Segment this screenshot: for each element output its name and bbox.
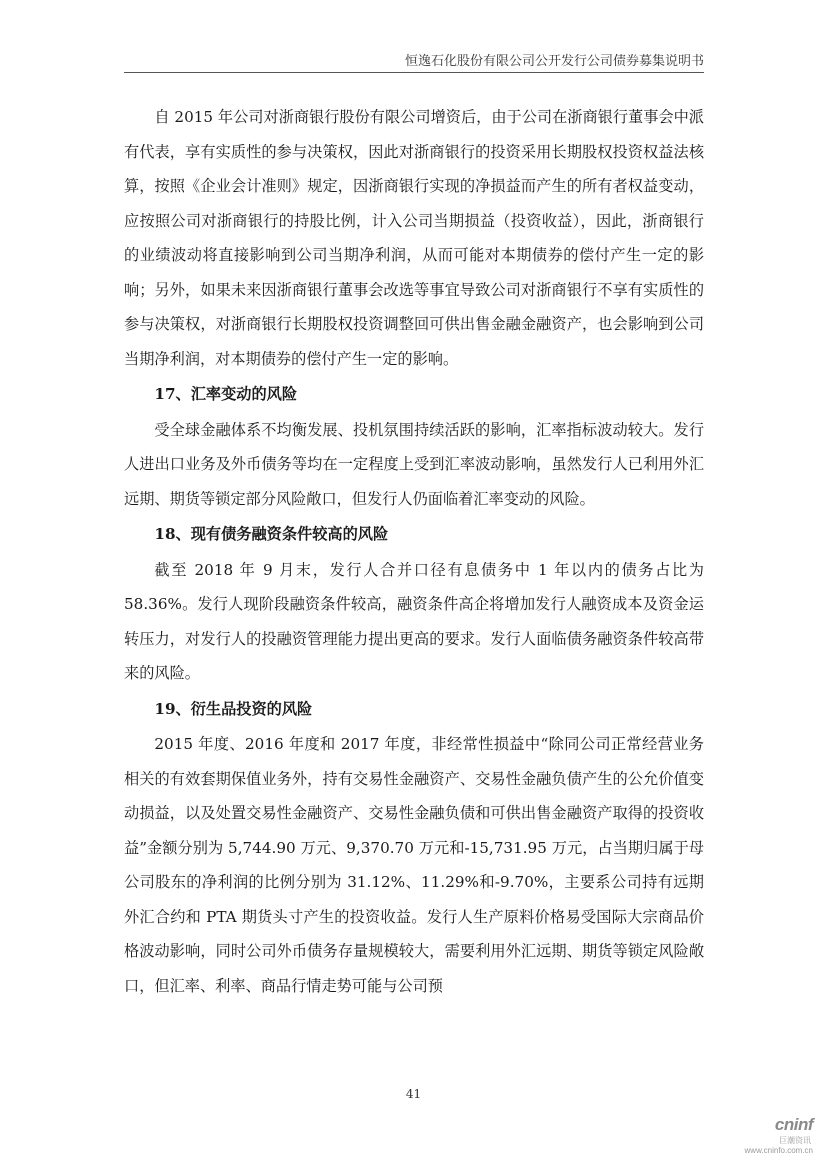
section-heading-19: 19、衍生品投资的风险 <box>154 699 313 718</box>
paragraph-exchange-rate-risk: 受全球金融体系不均衡发展、投机氛围持续活跃的影响，汇率指标波动较大。发行人进出口业务及外币债务等均在一定程度上受到汇率波动影响，虽然发行人已利用外汇远期、期货等锁定部分风险敞口，但发行人仍面临着汇率变动的风险。 <box>124 420 704 508</box>
header-divider <box>124 72 704 73</box>
page-number: 41 <box>405 1087 422 1101</box>
paragraph-debt-financing-risk: 截至 2018 年 9 月末，发行人合并口径有息债务中 1 年以内的债务占比为 58.36%。发行人现阶段融资条件较高，融资条件高企将增加发行人融资成本及资金运转压力，对发行人的投融资管理能力提出更高的要求。发行人面临债务融资条件较高带来的风险。 <box>124 560 704 682</box>
cninfo-url: www.cninfo.com.cn <box>744 1146 813 1155</box>
document-body <box>124 100 704 1003</box>
paragraph-derivatives-risk: 2015 年度、2016 年度和 2017 年度，非经常性损益中“除同公司正常经营业务相关的有效套期保值业务外，持有交易性金融资产、交易性金融负债产生的公允价值变动损益，以及处置交易性金融资产、交易性金融负债和可供出售金融资产取得的投资收益”金额分别为 5,744.90 万元、9,370.70 万元和-15,731.95 万元，占当期归属于母公司股东的净利润的比例分别为 31.12%、11.29%和-9.70%，主要系公司持有远期外汇合约和 PTA 期货头寸产生的投资收益。发行人生产原料价格易受国际大宗商品价格波动影响，同时公司外币债务存量规模较大，需要利用外汇远期、期货等锁定风险敞口，但汇率、利率、商品行情走势可能与公司预 <box>124 735 704 995</box>
cninfo-watermark <box>733 1115 813 1159</box>
section-heading-17: 17、汇率变动的风险 <box>154 385 298 403</box>
document-header: 恒逸石化股份有限公司公开发行公司债券募集说明书 <box>404 54 704 69</box>
cninfo-subtitle: 巨潮资讯 <box>779 1136 811 1145</box>
paragraph-zheshang-bank: 自 2015 年公司对浙商银行股份有限公司增资后，由于公司在浙商银行董事会中派有代表，享有实质性的参与决策权，因此对浙商银行的投资采用长期股权投资权益法核算，按照《企业会计准则》规定，因浙商银行实现的净损益而产生的所有者权益变动，应按照公司对浙商银行的持股比例，计入公司当期损益（投资收益），因此，浙商银行的业绩波动将直接影响到公司当期净利润，从而可能对本期债券的偿付产生一定的影响；另外，如果未来因浙商银行董事会改选等事宜导致公司对浙商银行不享有实质性的参与决策权，对浙商银行长期股权投资调整回可供出售金融金融资产，也会影响到公司当期净利润，对本期债券的偿付产生一定的影响。 <box>124 108 704 368</box>
cninfo-logo: cninf <box>774 1115 813 1134</box>
section-heading-18: 18、现有债务融资条件较高的风险 <box>154 525 389 543</box>
